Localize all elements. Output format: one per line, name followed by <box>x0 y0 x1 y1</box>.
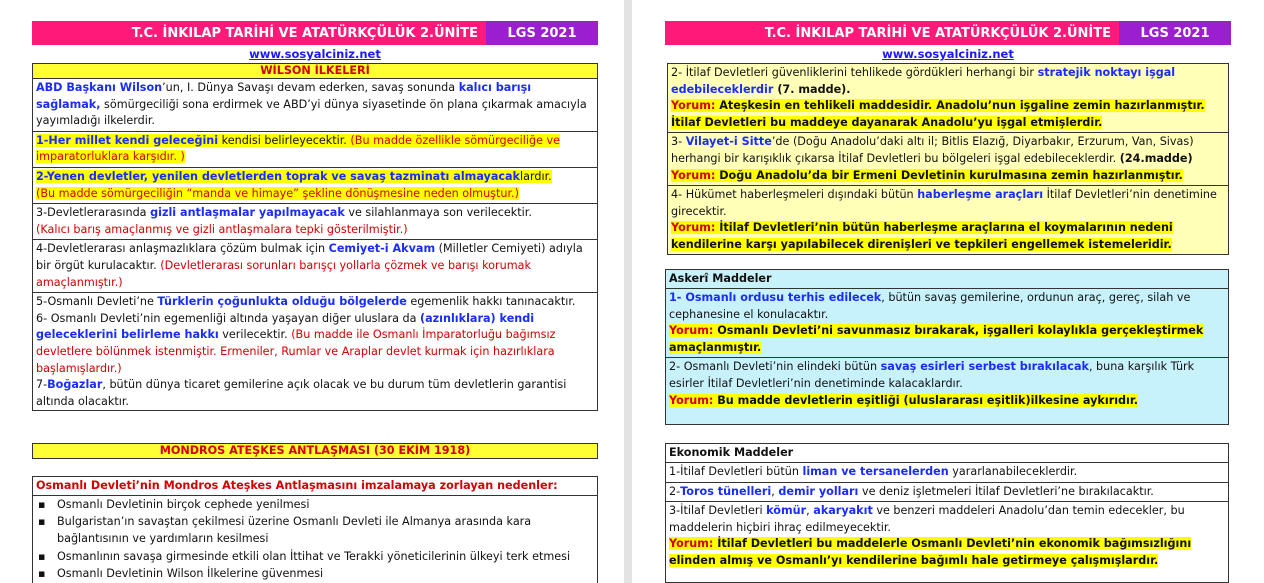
wilson-box <box>32 63 598 411</box>
mondros-title: MONDROS ATEŞKES ANTLAŞMASI (30 EKİM 1918) <box>33 444 597 458</box>
askeri-title: Askerî Maddeler <box>666 270 1228 289</box>
page-header-right <box>665 21 1231 45</box>
article-2: 2- İtilaf Devletleri güvenliklerini tehlikede gördükleri herhangi bir stratejik noktayı işgal edebileceklerdir (7. madde). Yorum: Ateşkesin en tehlikeli maddesidir. Anadolu’nun işgaline zemin hazırlanmıştır. İtilaf Devletleri bu maddeye dayanarak Anadolu’yu işgal etmişlerdir. <box>671 66 1205 129</box>
list-item: ▪ Osmanlı Devletinin birçok cephede yenilmesi <box>35 496 597 513</box>
ekonomik-box <box>665 443 1229 583</box>
reasons-title: Osmanlı Devleti’nin Mondros Ateşkes Antlaşmasını imzalamaya zorlayan nedenler: <box>33 477 597 496</box>
mondros-reasons-box <box>32 476 598 583</box>
wilson-item-5-7: 5-Osmanlı Devleti’ne Türklerin çoğunlukta olduğu bölgelerde egemenlik hakkı tanınacaktır. 6- Osmanlı Devleti’nin egemenliği altında yaşayan diğer uluslara da (azınlıklara) kendi geleceklerini belirleme hakkı verilecektir. (Bu madde ile Osmanlı İmparatorluğu bağımsız devletlere bölünmek istenmiştir. Ermeniler, Rumlar ve Araplar devlet kurmak için hazırlıklara başlamışlardır.) 7-Boğazlar, bütün dünya ticaret gemilerine açık olacak ve bu durum tüm devletlerin garantisi altında olacaktır. <box>33 292 597 411</box>
right-page <box>632 0 1264 583</box>
wilson-item-3: 3-Devletlerarasında gizli antlaşmalar yapılmayacak ve silahlanmaya son verilecektir. (Kalıcı barış amaçlanmış ve gizli antlaşmalara tepki gösterilmiştir.) <box>33 203 597 239</box>
page-header <box>32 21 598 45</box>
wilson-title: WİLSON İLKELERİ <box>33 64 597 78</box>
list-item: ▪ Osmanlı Devletinin Wilson İlkelerine güvenmesi <box>35 565 597 582</box>
site-link-right[interactable]: www.sosyalciniz.net <box>882 47 1014 61</box>
wilson-item-2: 2-Yenen devletler, yenilen devletlerden toprak ve savaş tazminatı almayacaklardır. (Bu madde sömürgeciliğin “manda ve himaye” şekline dönüşmesine neden olmuştur.) <box>33 167 597 203</box>
unit-title-right: T.C. İNKILAP TARİHİ VE ATATÜRKÇÜLÜK 2.ÜNİTE <box>665 21 1119 45</box>
ekonomik-title: Ekonomik Maddeler <box>666 444 1228 463</box>
list-item: ▪ Osmanlının savaşa girmesinde etkili olan İttihat ve Terakki yöneticilerinin ülkeyi terk etmesi <box>35 548 597 565</box>
article-4: 4- Hükümet haberleşmeleri dışındaki bütün haberleşme araçları İtilaf Devletleri’nin denetimine girecektir. Yorum: İtilaf Devletleri’nin bütün haberleşme araçlarına el koymalarının nedeni kendilerine karşı yapılabilecek direnişleri ve tepkileri engellemek istemeleridir. <box>668 185 1228 254</box>
ekonomik-item-1: 1-İtilaf Devletleri bütün liman ve tersanelerden yararlanabileceklerdir. <box>669 465 1078 478</box>
askeri-item-2: 2- Osmanlı Devleti’nin elindeki bütün savaş esirleri serbest bırakılacak, buna karşılık Türk esirler İtilaf Devletleri’nin denetiminde kalacaklardır. Yorum: Bu madde devletlerin eşitliği (uluslararası eşitlik)ilkesine aykırıdır. <box>666 357 1228 410</box>
wilson-item-1: 1-Her millet kendi geleceğini kendisi belirleyecektir. (Bu madde özellikle sömürgeciliğe ve imparatorluklara karşıdır. ) <box>33 131 597 167</box>
lgs-badge: LGS 2021 <box>486 21 598 45</box>
ekonomik-item-3: 3-İtilaf Devletleri kömür, akaryakıt ve benzeri maddeleri Anadolu’dan temin edecekler, bu maddelerin hiçbiri ihraç edilmeyecektir. Yorum: İtilaf Devletleri bu maddelerle Osmanlı Devleti’nin ekonomik bağımsızlığını elinden almış ve Osmanlı’yı kendilerine bağımlı hale getirmeye çalışmışlardır. <box>666 501 1228 570</box>
lgs-badge-right: LGS 2021 <box>1119 21 1231 45</box>
askeri-box <box>665 269 1229 425</box>
mondros-articles-box <box>667 63 1229 255</box>
wilson-intro: ABD Başkanı Wilson’un, I. Dünya Savaşı devam ederken, savaş sonunda kalıcı barışı sağlamak, sömürgeciliği sona erdirmek ve ABD’yi dünya siyasetinde ön plana çıkarmak amacıyla yayımladığı ilkelerdir. <box>33 78 597 131</box>
ekonomik-item-2: 2-Toros tünelleri, demir yolları ve deniz işletmeleri İtilaf Devletleri’ne bırakılacaktır. <box>666 482 1228 502</box>
mondros-title-box <box>32 443 598 459</box>
unit-title: T.C. İNKILAP TARİHİ VE ATATÜRKÇÜLÜK 2.ÜNİTE <box>32 21 486 45</box>
reasons-list <box>33 496 597 582</box>
left-page <box>0 0 624 583</box>
wilson-item-4: 4-Devletlerarası anlaşmazlıklara çözüm bulmak için Cemiyet-i Akvam (Milletler Cemiyeti) adıyla bir örgüt kurulacaktır. (Devletlerarası sorunları barışçı yollarla çözmek ve barışı korumak amaçlanmıştır.) <box>33 239 597 292</box>
askeri-item-1: 1- Osmanlı ordusu terhis edilecek, bütün savaş gemilerine, ordunun araç, gereç, silah ve cephanesine el konulacaktır. Yorum: Osmanlı Devleti’ni savunmasız bırakarak, işgalleri kolaylıkla gerçekleştirmek amaçlanmıştır. <box>669 291 1204 354</box>
site-link[interactable]: www.sosyalciniz.net <box>249 47 381 61</box>
article-3: 3- Vilayet-i Sitte’de (Doğu Anadolu’daki altı il; Bitlis Elazığ, Diyarbakır, Erzurum, Van, Sivas) herhangi bir karışıklık çıkarsa İtilaf Devletleri bu bölgeleri işgal edebileceklerdir. (24.madde) Yorum: Doğu Anadolu’da bir Ermeni Devletinin kurulmasına zemin hazırlanmıştır. <box>668 132 1228 185</box>
list-item: ▪ Bulgaristan’ın savaştan çekilmesi üzerine Osmanlı Devleti ile Almanya arasında kara bağlantısının ve yardımların kesilmesi <box>35 513 597 547</box>
page-divider <box>624 0 632 583</box>
